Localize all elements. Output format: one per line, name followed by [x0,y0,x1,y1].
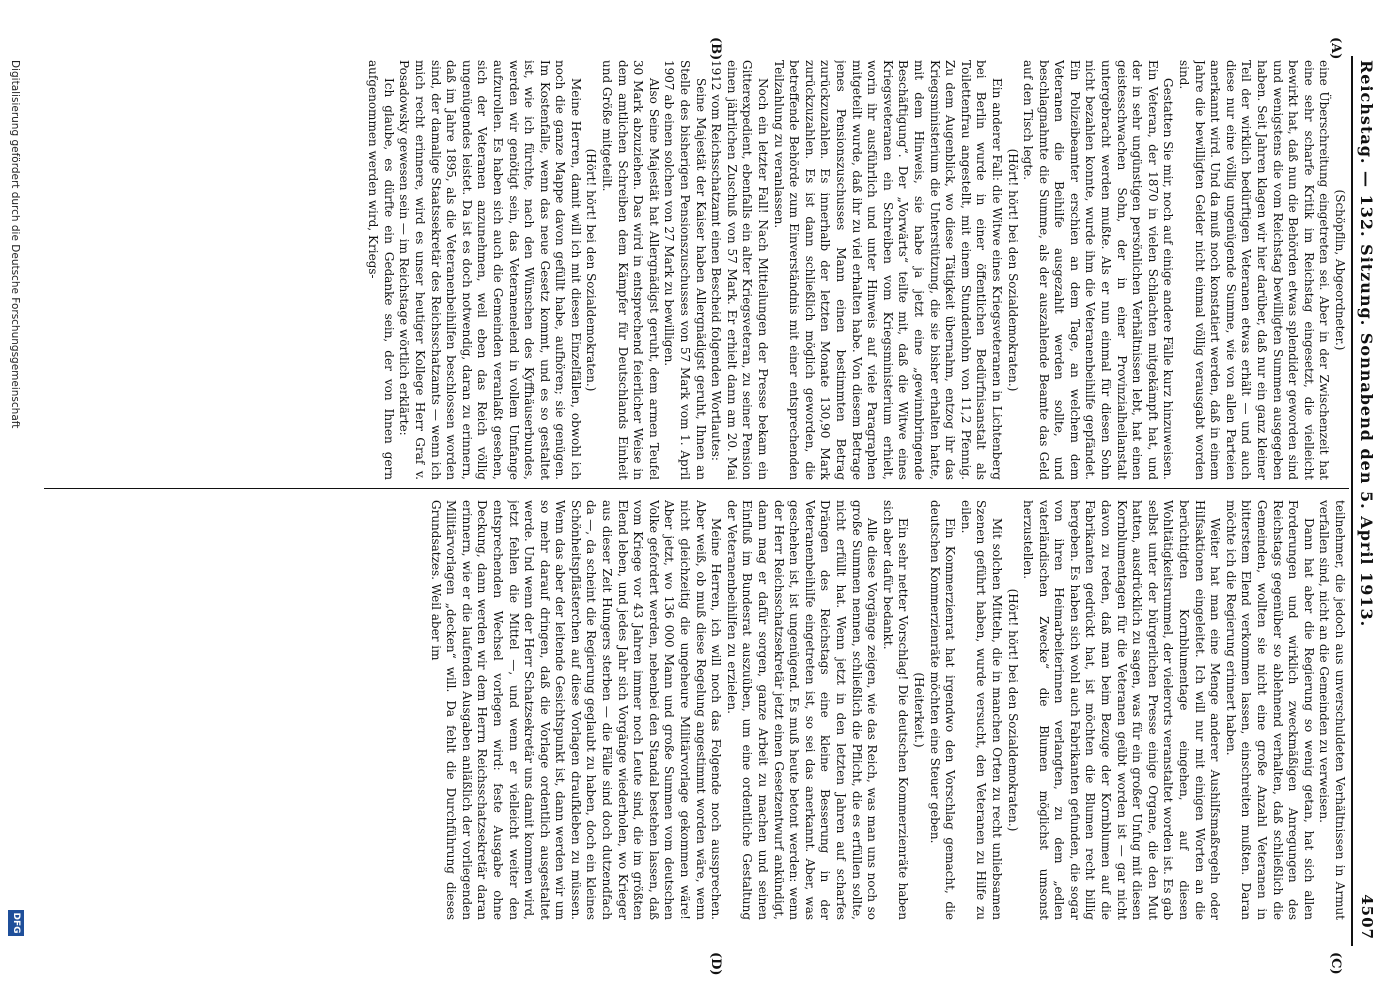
speaker-label: (Schöpflin, Abgeordneter.) [1333,189,1347,351]
margin-marker-d: (D) [708,952,723,976]
margin-marker-c: (C) [1328,952,1343,975]
quote: Seine Majestät der Kaiser haben Allergnädigst geruht, Ihnen an Stelle des bisherigen Pensionszuschusses von 57 Mark vom 1. April 1907 ab einen solchen von 27 Mark zu bewilligen. [662,60,708,480]
paragraph: Meine Herren, damit will ich mit diesen Einzelfällen, obwohl ich noch die ganze Mappe davon gefüllt habe, aufhören; sie genügen. Im Kostenfalle, wenn das neue Gesetz kommt, und es so gestaltet ist, wie ich fürchte, nach den Wünschen des Kyffhäuserbundes, werden wir genötigt sein, das Veteranenelend in vollem Umfange aufzurollen. Es haben sich auch die Gemeinden veranlaßt gesehen, sich der Veteranen anzunehmen, weil eben das Reich völlig ungenügendes leistet. Da ist es doch notwendig, daran zu erinnern, daß im Jahre 1895, als die Veteranenbeihilfen beschlossen worden sind, der damalige Staatssekretär des Reichsschatzamts — wenn ich mich recht erinnere, wird es unser heutiger Kollege Herr Graf v. Posadowsky gewesen sein — im Reichstage wörtlich erklärte: [397,60,583,480]
paragraph: eine Überschreitung eingetreten sei. Aber in der Zwischenzeit hat eine sehr scharfe Kritik im Reichstag eingesetzt, die vielleicht bewirkt hat, daß nun die Behörden etwas splendider geworden sind und wenigstens die vom Reichstag bewilligten Summen ausgegeben haben. Seit Jahren klagen wir hier darüber, daß nur ein ganz kleiner Teil der wirklich bedürftigen Veteranen etwas erhält — und auch diese nur eine völlig ungenügende Summe, wie von allen Parteien anerkannt wird. Und da muß noch konstatiert werden, daß in einem Jahre die bewilligten Gelder nicht einmal völlig verausgabt worden sind. [1177,60,1332,480]
paragraph: Meine Herren, ich will noch das Folgende noch aussprechen. Aber weiß, ob muß diese Regelung angestimmt worden wäre, wenn nicht gleichzeitig die ungeheure Militärvorlage gekommen wäre! Aber jetzt, wo 136 000 Mann und große Summen vom deutschen Volke gefordert werden, nebenbei den Standal bestehen lassen, daß vom Kriege vor 43 Jahren immer noch Leute sind, die im größten Elend leben, und jedes Jahr sich Vorgänge wiederholen, wo Krieger aus dieser Zeit Hungers sterben — die Fälle sind doch dutzendfach da —, da scheint die Regierung geglaubt zu haben, doch ein kleines Schönheitspflästerchen auf diese Vorlagen draufkleben zu müssen. Wenn das aber der leitende Gesichtspunkt ist, dann werden wir um so mehr darauf dringen, daß die Vorlage ordentlich ausgestaltet werde. Und wenn der Herr Schatzsekretär uns damit kommen wird, jetzt fehlen die Mittel —, und wenn er vielleicht weiter den entsprechenden Wechsel vorlegen wird: feste Ausgabe ohne Deckung, dann werden wir dem Herrn Reichsschatzsekretär daran erinnern, wie er die laufenden Ausgaben anläßlich der vorliegenden Militärvorlagen „decken“ will. Da fehlt die Durchführung dieses Grundsatzes. Weil aber im [428,500,724,920]
margin-marker-b: (B) [708,37,723,61]
paragraph: Mit solchen Mitteln, die in manchen Orten zu recht unliebsamen Szenen geführt haben, wurde versucht, den Veteranen zu Hilfe zu eilen. [958,500,1004,920]
dfg-logo: DFG [8,910,24,936]
paragraph: Ein sehr netter Vorschlag! Die deutschen Kommerzienräte haben sich aber dafür bedankt. [880,500,911,920]
paragraph: Ein anderer Fall: die Witwe eines Kriegsveteranen in Lichtenberg bei Berlin wurde in einer öffentlichen Bedürfnisanstalt als Toilettenfrau angestellt, mit einem Stundenlohn von 11,2 Pfennig. Zu dem Augenblick, wo diese Tätigkeit übernahm, entzog ihr das Kriegsministerium die Unterstützung, die sie bisher erhalten hatte, mit dem Hinweis, sie habe ja jetzt eine „gewinnbringende Beschäftigung“. Der „Vorwärts“ teilte mit, daß die Witwe eines Kriegsveteranen ein Schreiben vom Kriegsministerium erhielt, worin ihr ausführlich und unter Hinweis auf viele Paragraphen mitgeteilt wurde, daß ihr zu viel erhalten habe. Von diesem Betrage jenes Pensionszuschusses Mann einen bestimmten Betrag zurückzuzahlen. Es innerhalb der letzten Monate 130,90 Mark zurückzuzahlen. Es ist dann schließlich möglich geworden, die betreffende Behörde zum Einverständnis mit einer entsprechenden Teilzahlung zu veranlassen. [771,60,1004,480]
header-rule [1351,56,1353,946]
left-column [47,60,1347,480]
column-rule [44,488,1349,489]
paragraph: Weiter hat man eine Menge anderer Aushilfsmaßregeln oder Hilfsaktionen eingeleitet. Ich will nur mit einigen Worten an die berüchtigten Kornblumentage eingehen, auf diesen Wohltätigkeitsrummel, der vielerorts veranstaltet worden ist. Es gab selbst unter der bürgerlichen Presse einige Organe, die den Mut hatten, ausdrücklich zu sagen, was für ein großer Unfug mit diesen Kornblumentagen für die Veteranen geübt worden ist — gar nicht davon zu reden, daß man beim Bezuge der Kornblumen auf die Fabrikanten gedrückt hat, ist möchten die Blumen recht billig hergeben. Es haben sich wohl auch Fabrikanten gefunden, die sogar von ihren Heimarbeiterinnen verlangten, zu dem „edlen vaterländischen Zwecke“ die Blumen möglichst umsonst herzustellen. [1021,500,1223,920]
quote: Ich glaube, es dürfte ein Gedanke sein, der von Ihnen gern aufgenommen werden wird, Kriegs- [366,60,396,480]
paragraph: Dann hat aber die Regierung so wenig getan, hat sich allen Forderungen und wirklich zweckmäßigen Anregungen des Reichstags gegenüber so ablehnend verhalten, daß schließlich die Gemeinden, wollten sie nicht eine große Anzahl Veteranen in bitterstem Elend verkommen lassen, einschreiten mußten. Daran möchte ich die Regierung erinnert haben. [1223,500,1316,920]
paragraph: Also Seine Majestät hat Allergnädigst geruht, dem armen Teufel 30 Mark abzuziehen. Das wird in entsprechend feierlicher Weise in dem amtlichen Schreiben dem Kämpfer für Deutschlands Einheit und Größe mitgeteilt. [600,60,661,480]
digitization-credit: Digitalisierung gefördert durch die Deutsche Forschungsgemeinschaft [9,60,21,429]
interjection: (Hört! hört! bei den Sozialdemokraten.) [584,148,599,392]
interjection: (Hört! hört! bei den Sozialdemokraten.) [1005,588,1020,832]
paragraph: Noch ein letzter Fall! Nach Mitteilungen der Presse bekam ein Gitterexpedient, ebenfalls ein alter Kriegsveteran, zu seiner Pension einen jährlichen Zuschuß von 57 Mark. Er erhielt dann am 20. Mai 1912 vom Reichsschatzamt einen Bescheid folgenden Wortlautes: [709,60,771,480]
page-header [1355,60,1379,940]
interjection: (Heiterkeit.) [911,672,926,748]
interjection: (Hört! hört! bei den Sozialdemokraten.) [1005,148,1020,392]
paragraph: teilnehmer, die jedoch aus unverschuldeten Verhältnissen in Armut verfallen sind, nicht an die Gemeinden zu verweisen. [1317,500,1347,920]
paragraph: Ein Kommerzienrat hat irgendwo den Vorschlag gemacht, die deutschen Kommerzienräte möchten eine Steuer geben. [927,500,958,920]
right-column [47,500,1347,920]
paragraph: Alle diese Vorgänge zeigen, wie das Reich, was man uns noch so große Summen nennen, schließlich die Pflicht, die es erfüllen sollte, nicht erfüllt hat. Wenn jetzt in den letzten Jahren auf scharfes Drängen des Reichstags eine kleine Besserung in der Veteranenbeihilfe eingetreten ist, so sei das anerkannt. Aber, was geschehen ist, ist ungenügend. Es muß heute betont werden: wenn der Herr Reichsschatzsekretär jetzt einen Gesetzentwurf ankündigt, dann mag er dafür sorgen, ganze Arbeit zu machen und seinen Einfluß im Bundesrat auszuüben, um eine ordentliche Gestaltung der Veteranenbeihilfen zu erzielen. [724,500,880,920]
paragraph: Gestatten Sie mir, noch auf einige andere Fälle kurz hinzuweisen. Ein Veteran, der 1870 in vielen Schlachten mitgekämpft hat, und der in sehr ungünstigen persönlichen Verhältnissen lebt, hat einen geistesschwachen Sohn, der in einer Provinzialheilanstalt untergebracht werden mußte. Als er nun einmal für diesen Sohn nicht bezahlen konnte, wurde ihm die Veteranenbeihilfe gepfändet. Ein Polizeibeamter erschien an dem Tage, an welchem dem Veteranen die Beihilfe ausgezahlt werden sollte, und beschlagnahmte die Summe, als der auszahlende Beamte das Geld auf den Tisch legte. [1021,60,1176,480]
page-number: 4507 [1358,894,1376,940]
margin-marker-a: (A) [1328,37,1343,60]
page-title: Reichstag. — 132. Sitzung. Sonnabend den 5. April 1913. [1357,60,1377,628]
